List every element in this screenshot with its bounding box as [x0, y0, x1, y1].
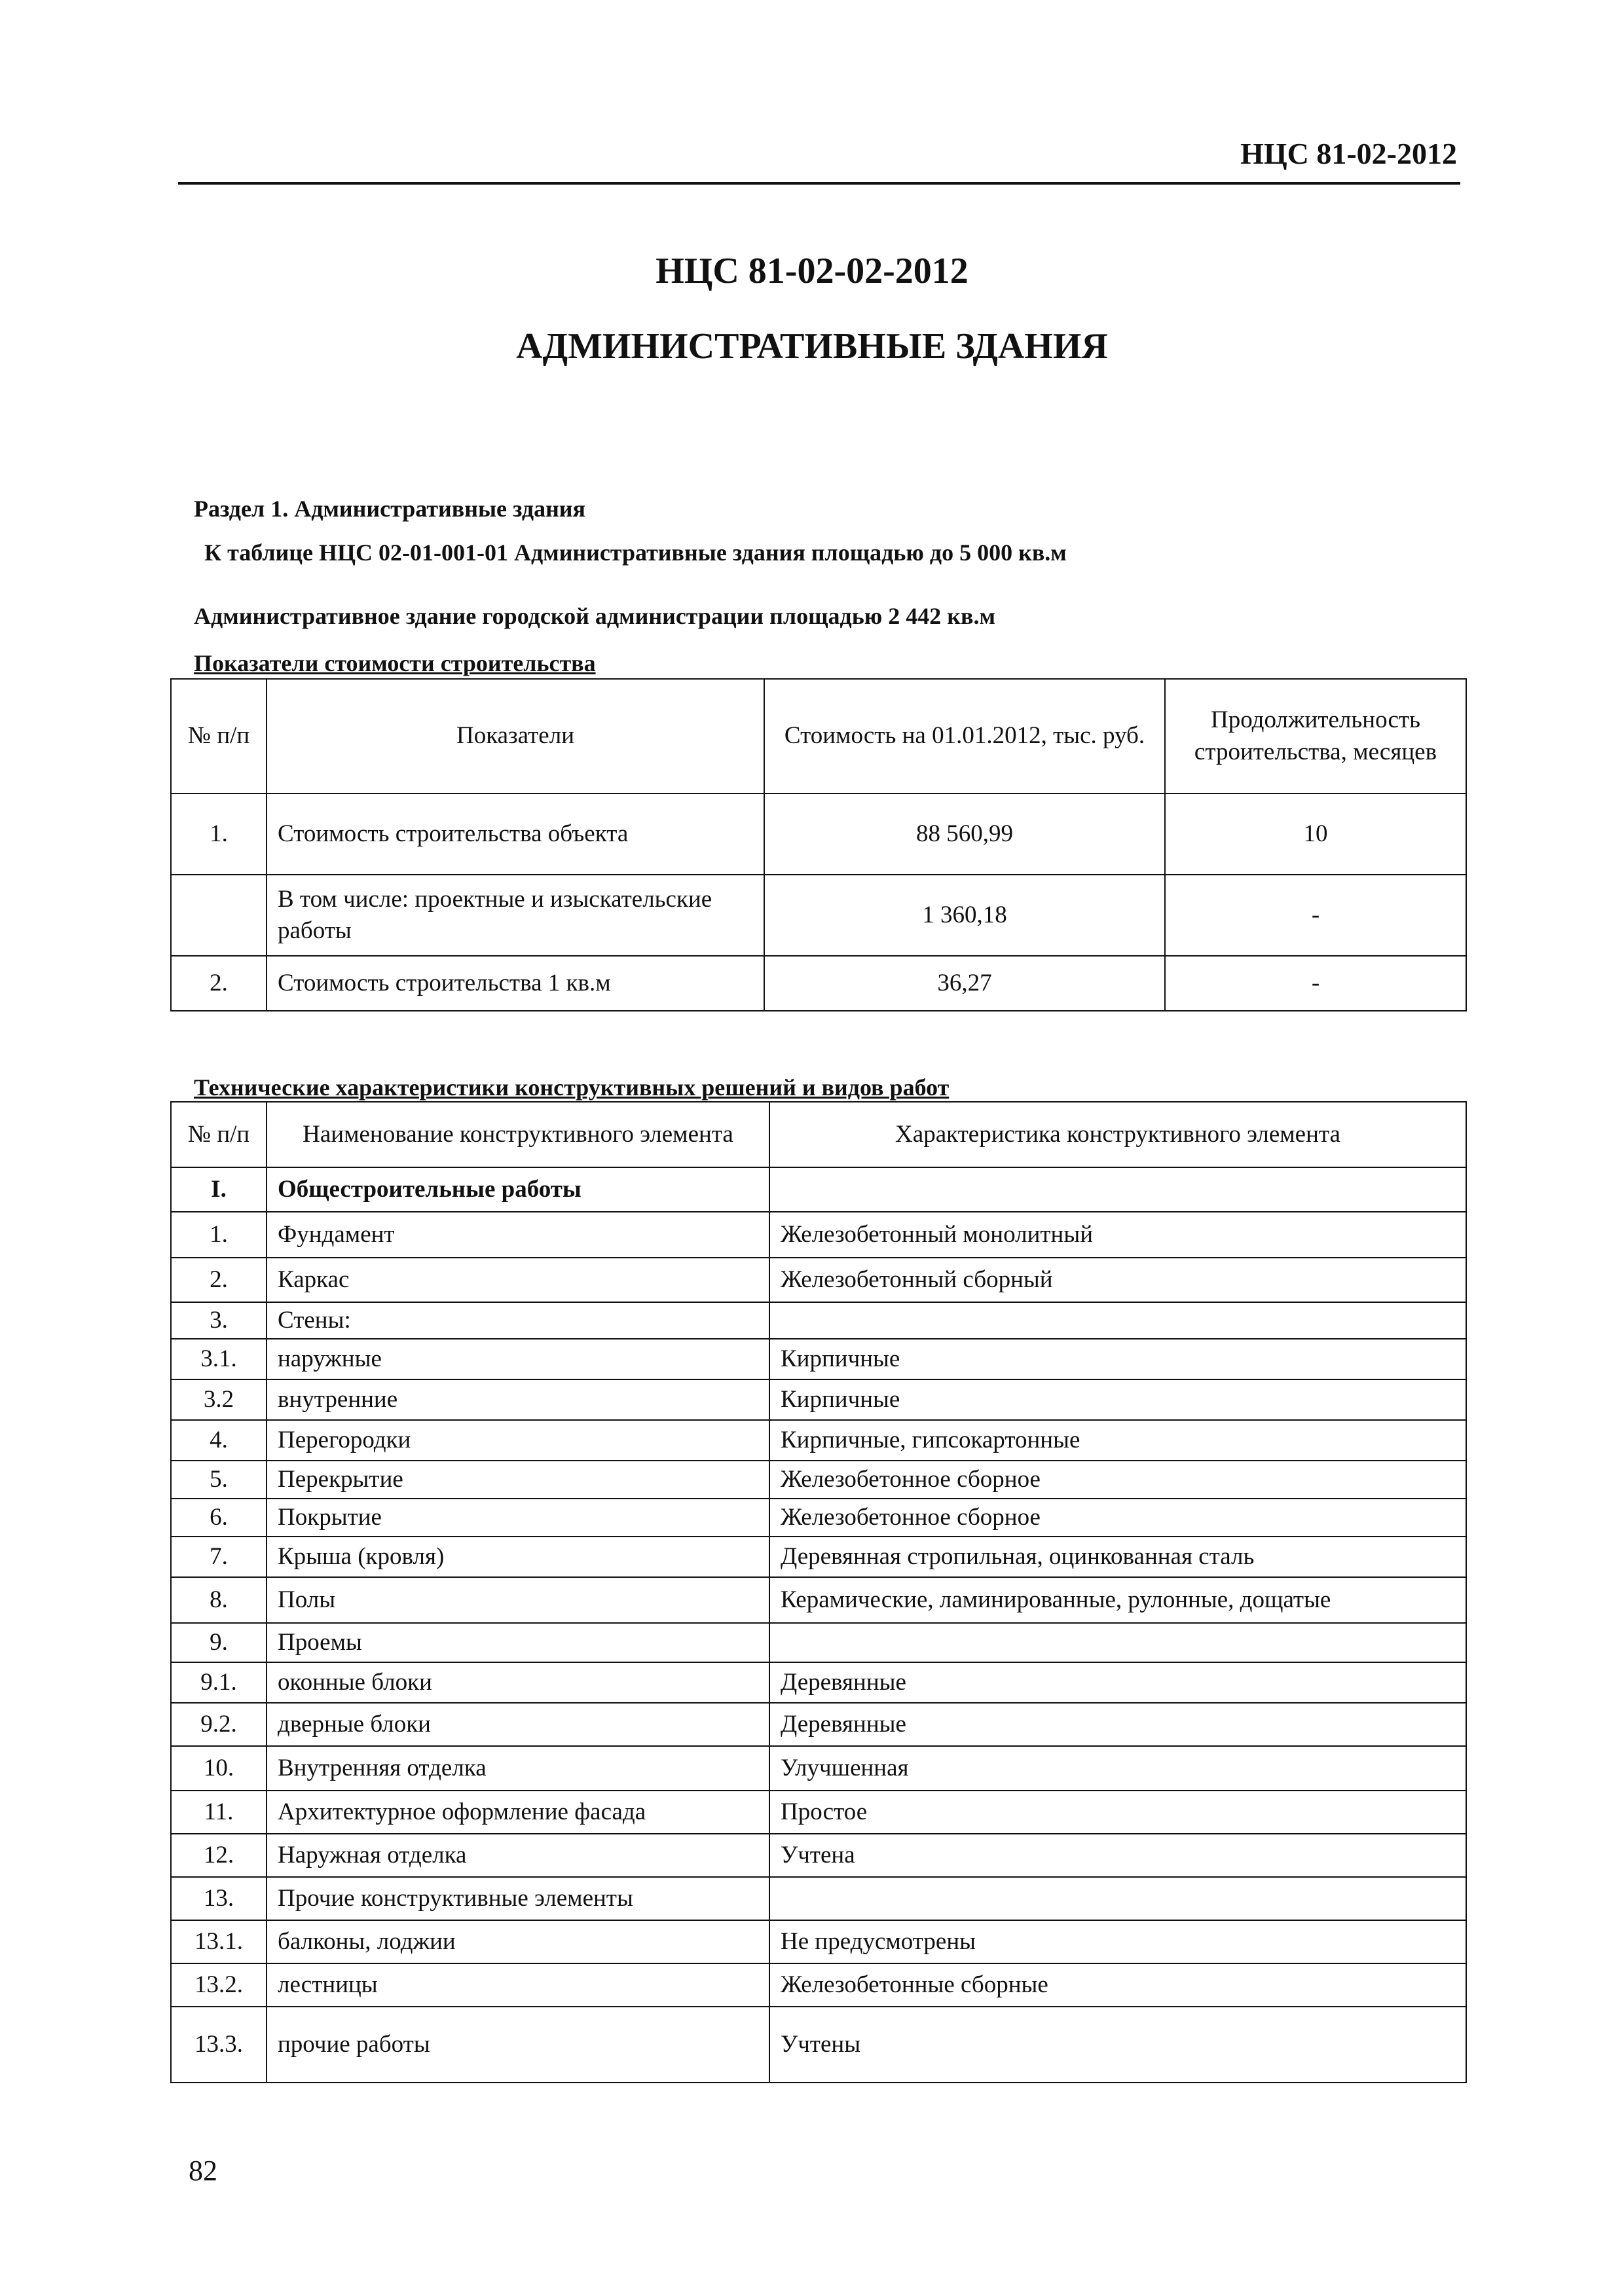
table-row: [171, 1834, 1466, 1877]
cell-number: 3.2: [171, 1379, 267, 1420]
table-row: [171, 1662, 1466, 1703]
cell-number: 1.: [171, 793, 267, 875]
cell-indicator: Стоимость строительства объекта: [267, 793, 764, 875]
cell-characteristic: Железобетонные сборные: [769, 1963, 1466, 2007]
cell-characteristic: Кирпичные, гипсокартонные: [769, 1420, 1466, 1461]
table-row: [171, 1963, 1466, 2007]
cell-element: прочие работы: [267, 2007, 769, 2083]
cell-number: 9.: [171, 1623, 267, 1662]
cell-characteristic: Керамические, ламинированные, рулонные, дощатые: [769, 1577, 1466, 1623]
cell-element: Перекрытие: [267, 1461, 769, 1499]
cell-characteristic: Улучшенная: [769, 1746, 1466, 1791]
tech-table-caption: Технические характеристики конструктивных решений и видов работ: [194, 1074, 950, 1101]
cell-element: Покрытие: [267, 1499, 769, 1537]
table-row: [171, 2007, 1466, 2083]
header-rule: [178, 182, 1460, 185]
table-row: [171, 1537, 1466, 1577]
cost-header-indicator: Показатели: [267, 679, 764, 793]
cell-element: Наружная отделка: [267, 1834, 769, 1877]
cell-characteristic: Кирпичные: [769, 1339, 1466, 1379]
document-code-title: НЦС 81-02-02-2012: [655, 251, 969, 291]
cell-characteristic: Деревянные: [769, 1703, 1466, 1746]
cost-table-caption: Показатели стоимости строительства: [194, 650, 596, 676]
cell-duration: -: [1165, 875, 1466, 956]
tech-header-characteristic: Характеристика конструктивного элемента: [769, 1102, 1466, 1167]
cell-characteristic: Железобетонное сборное: [769, 1461, 1466, 1499]
cell-number: 9.2.: [171, 1703, 267, 1746]
cell-characteristic: [769, 1877, 1466, 1920]
cell-characteristic: Железобетонный монолитный: [769, 1212, 1466, 1258]
table-row: [171, 1258, 1466, 1302]
table-row: [171, 956, 1466, 1011]
cell-number: 4.: [171, 1420, 267, 1461]
document-title: АДМИНИСТРАТИВНЫЕ ЗДАНИЯ: [516, 326, 1108, 367]
tech-table: [170, 1101, 1467, 2083]
cell-number: 10.: [171, 1746, 267, 1791]
cell-number: 13.2.: [171, 1963, 267, 2007]
table-row: [171, 1623, 1466, 1662]
cell-element: балконы, лоджии: [267, 1920, 769, 1963]
table-row: [171, 1461, 1466, 1499]
cell-characteristic: [769, 1302, 1466, 1339]
tech-table-header-row: [171, 1102, 1466, 1167]
table-row: [171, 1499, 1466, 1537]
cell-characteristic: Не предусмотрены: [769, 1920, 1466, 1963]
cell-duration: 10: [1165, 793, 1466, 875]
cell-element: Фундамент: [267, 1212, 769, 1258]
tech-header-number: № п/п: [171, 1102, 267, 1167]
header-code: НЦС 81-02-2012: [1240, 137, 1457, 170]
table-row: [171, 1339, 1466, 1379]
cell-number: 11.: [171, 1791, 267, 1834]
cell-element: Архитектурное оформление фасада: [267, 1791, 769, 1834]
table-row: [171, 1379, 1466, 1420]
cell-number: 2.: [171, 1258, 267, 1302]
cell-characteristic: Деревянная стропильная, оцинкованная сталь: [769, 1537, 1466, 1577]
table-row: [171, 1703, 1466, 1746]
cell-number: 7.: [171, 1537, 267, 1577]
table-row: [171, 1302, 1466, 1339]
cell-number: 6.: [171, 1499, 267, 1537]
table-row: [171, 875, 1466, 956]
cell-number: 9.1.: [171, 1662, 267, 1703]
table-row: [171, 1420, 1466, 1461]
cell-element: Общестроительные работы: [267, 1167, 769, 1212]
table-row: [171, 1791, 1466, 1834]
cell-element: внутренние: [267, 1379, 769, 1420]
cell-number: 8.: [171, 1577, 267, 1623]
table-reference: К таблице НЦС 02-01-001-01 Административные здания площадью до 5 000 кв.м: [204, 539, 1067, 566]
cell-number: 13.: [171, 1877, 267, 1920]
cell-number: 5.: [171, 1461, 267, 1499]
cell-element: Полы: [267, 1577, 769, 1623]
cell-element: оконные блоки: [267, 1662, 769, 1703]
cost-header-number: № п/п: [171, 679, 267, 793]
cell-characteristic: Учтена: [769, 1834, 1466, 1877]
cell-duration: -: [1165, 956, 1466, 1011]
cell-number: I.: [171, 1167, 267, 1212]
cell-characteristic: Кирпичные: [769, 1379, 1466, 1420]
cell-number: 12.: [171, 1834, 267, 1877]
cell-cost: 88 560,99: [764, 793, 1165, 875]
cost-table-header-row: [171, 679, 1466, 793]
cell-characteristic: Простое: [769, 1791, 1466, 1834]
table-row: [171, 793, 1466, 875]
page-number: 82: [189, 2155, 217, 2187]
cost-header-cost: Стоимость на 01.01.2012, тыс. руб.: [764, 679, 1165, 793]
cell-element: Внутренняя отделка: [267, 1746, 769, 1791]
cell-element: Проемы: [267, 1623, 769, 1662]
cell-number: 2.: [171, 956, 267, 1011]
cell-element: Прочие конструктивные элементы: [267, 1877, 769, 1920]
cell-characteristic: [769, 1167, 1466, 1212]
cell-element: наружные: [267, 1339, 769, 1379]
cell-indicator: В том числе: проектные и изыскательские работы: [267, 875, 764, 956]
cell-element: Крыша (кровля): [267, 1537, 769, 1577]
cell-indicator: Стоимость строительства 1 кв.м: [267, 956, 764, 1011]
table-row: [171, 1212, 1466, 1258]
cell-element: лестницы: [267, 1963, 769, 2007]
cell-cost: 36,27: [764, 956, 1165, 1011]
table-row: [171, 1877, 1466, 1920]
cell-element: Стены:: [267, 1302, 769, 1339]
cell-number: 3.1.: [171, 1339, 267, 1379]
cost-table: [170, 678, 1467, 1011]
cost-header-duration: Продолжительность строительства, месяцев: [1165, 679, 1466, 793]
table-row: [171, 1167, 1466, 1212]
cell-cost: 1 360,18: [764, 875, 1165, 956]
cell-element: Перегородки: [267, 1420, 769, 1461]
cell-element: дверные блоки: [267, 1703, 769, 1746]
cell-characteristic: Железобетонное сборное: [769, 1499, 1466, 1537]
cell-characteristic: Железобетонный сборный: [769, 1258, 1466, 1302]
cell-element: Каркас: [267, 1258, 769, 1302]
cell-number: [171, 875, 267, 956]
building-description: Административное здание городской администрации площадью 2 442 кв.м: [194, 603, 995, 629]
cell-number: 3.: [171, 1302, 267, 1339]
cell-number: 13.3.: [171, 2007, 267, 2083]
table-row: [171, 1577, 1466, 1623]
cell-characteristic: Деревянные: [769, 1662, 1466, 1703]
cell-number: 13.1.: [171, 1920, 267, 1963]
tech-header-element: Наименование конструктивного элемента: [267, 1102, 769, 1167]
table-row: [171, 1746, 1466, 1791]
cell-number: 1.: [171, 1212, 267, 1258]
section-heading: Раздел 1. Административные здания: [194, 496, 586, 522]
cell-characteristic: [769, 1623, 1466, 1662]
table-row: [171, 1920, 1466, 1963]
cell-characteristic: Учтены: [769, 2007, 1466, 2083]
